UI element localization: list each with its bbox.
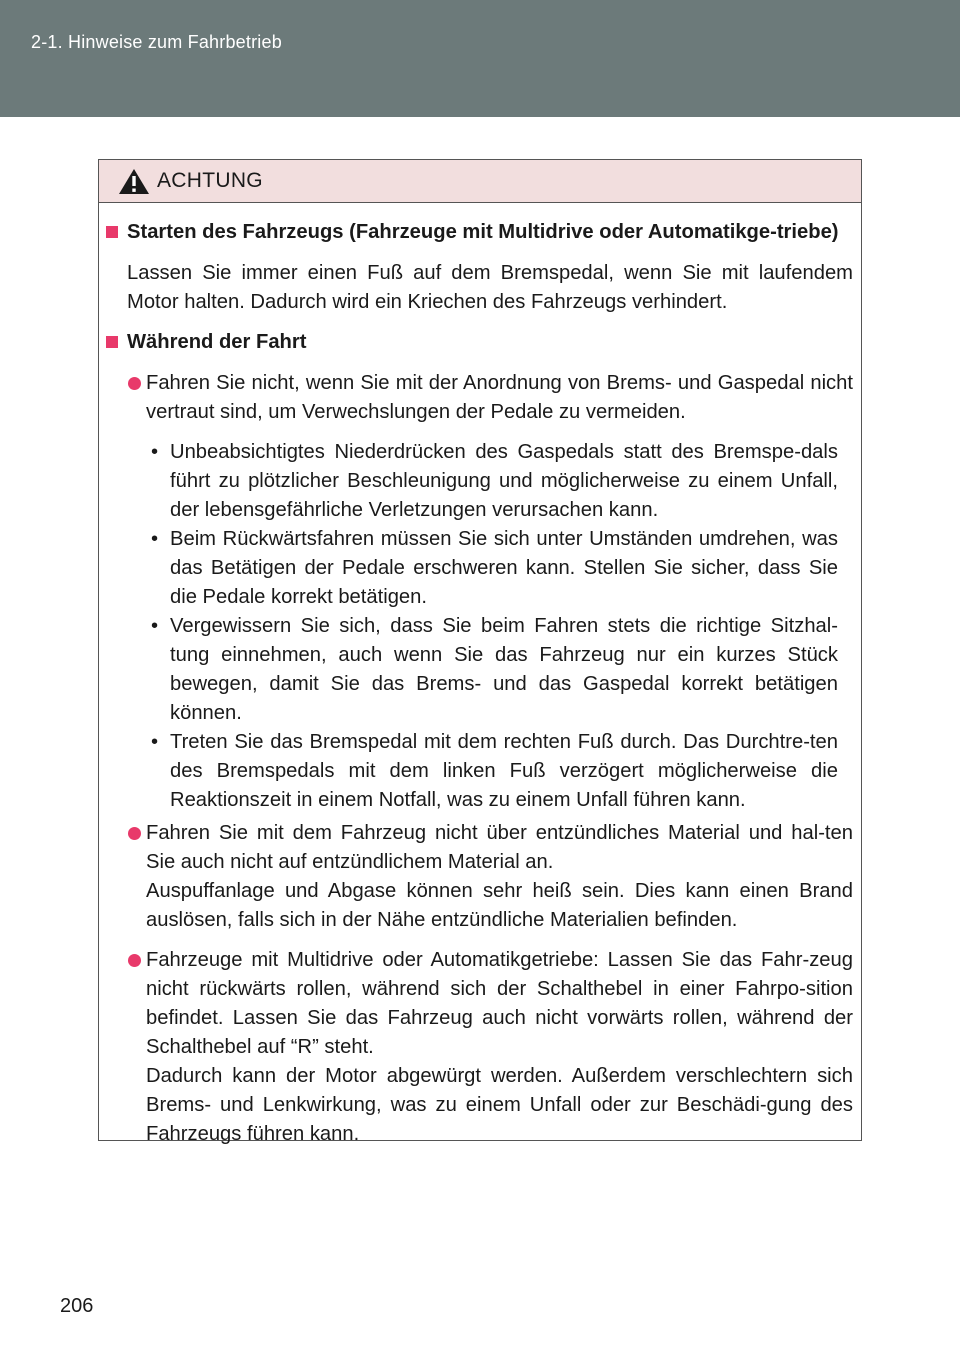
sub-list <box>106 438 853 815</box>
list-item: Fahren Sie nicht, wenn Sie mit der Anordnung von Brems- und Gaspedal nicht vertraut sind, um Verwechslungen der Pedale zu vermeiden. <box>106 369 853 427</box>
list-item: Fahren Sie mit dem Fahrzeug nicht über entzündliches Material und hal-ten Sie auch nicht auf entzündlichem Material an. Auspuffanlage und Abgase können sehr heiß sein. Dies kann einen Brand auslösen, falls sich in der Nähe entzündliche Materialien befinden. <box>106 819 853 935</box>
sub-list-item: • Unbeabsichtigtes Niederdrücken des Gaspedals statt des Bremspe-dals führt zu plötzlicher Beschleunigung und möglicherweise zu einem Unfall, der lebensgefährliche Verletzungen verursachen kann. <box>106 438 838 525</box>
warning-content <box>99 203 861 1149</box>
page-header <box>0 0 960 117</box>
square-bullet-icon <box>106 336 118 348</box>
dot-bullet-icon: • <box>151 615 159 637</box>
square-bullet-icon <box>106 226 118 238</box>
sub-list-item: • Treten Sie das Bremspedal mit dem rechten Fuß durch. Das Durchtre-ten des Bremspedals mit dem linken Fuß verzögert möglicherweise die Reaktionszeit in einem Notfall, was zu einem Unfall führen kann. <box>106 728 838 815</box>
section-heading: Während der Fahrt <box>106 328 853 357</box>
section-paragraph: Lassen Sie immer einen Fuß auf dem Bremspedal, wenn Sie mit laufendem Motor halten. Dadurch wird ein Kriechen des Fahrzeugs verhindert. <box>127 262 853 313</box>
page-number: 206 <box>60 1295 94 1317</box>
list-item: Fahrzeuge mit Multidrive oder Automatikgetriebe: Lassen Sie das Fahr-zeug nicht rückwärts rollen, während sich der Schalthebel in einer Fahrpo-sition befindet. Lassen Sie das Fahrzeug auch nicht vorwärts rollen, während der Schalthebel auf “R” steht. Dadurch kann der Motor abgewürgt werden. Außerdem verschlechtern sich Brems- und Lenkwirkung, was zu einem Unfall oder zur Beschädi-gung des Fahrzeugs führen kann. <box>106 946 853 1149</box>
sub-list-item: • Vergewissern Sie sich, dass Sie beim Fahren stets die richtige Sitzhal-tung einnehmen, auch wenn Sie das Fahrzeug nur ein kurzes Stück bewegen, damit Sie das Brems- und das Gaspedal korrekt betätigen können. <box>106 612 838 728</box>
chapter-title: 2-1. Hinweise zum Fahrbetrieb <box>31 32 282 52</box>
list-item-note: Auspuffanlage und Abgase können sehr heiß sein. Dies kann einen Brand auslösen, falls sich in der Nähe entzündliche Materialien befinden. <box>146 880 853 931</box>
sub-list-item: • Beim Rückwärtsfahren müssen Sie sich unter Umständen umdrehen, was das Betätigen der Pedale erschweren kann. Stellen Sie sicher, dass Sie die Pedale korrekt betätigen. <box>106 525 838 612</box>
list-item-note: Dadurch kann der Motor abgewürgt werden. Außerdem verschlechtern sich Brems- und Lenkwirkung, was zu einem Unfall oder zur Beschädi-gung des Fahrzeugs führen kann. <box>146 1065 853 1145</box>
circle-bullet-icon <box>128 827 141 840</box>
dot-bullet-icon: • <box>151 528 159 550</box>
warning-box <box>98 159 862 1145</box>
dot-bullet-icon: • <box>151 441 159 463</box>
warning-triangle-icon <box>117 167 151 195</box>
circle-bullet-icon <box>128 954 141 967</box>
section-heading: Starten des Fahrzeugs (Fahrzeuge mit Multidrive oder Automatikge-triebe) <box>106 218 853 247</box>
dot-bullet-icon: • <box>151 731 159 753</box>
warning-label: ACHTUNG <box>157 169 263 192</box>
warning-title-bar <box>99 160 861 203</box>
circle-bullet-icon <box>128 377 141 390</box>
